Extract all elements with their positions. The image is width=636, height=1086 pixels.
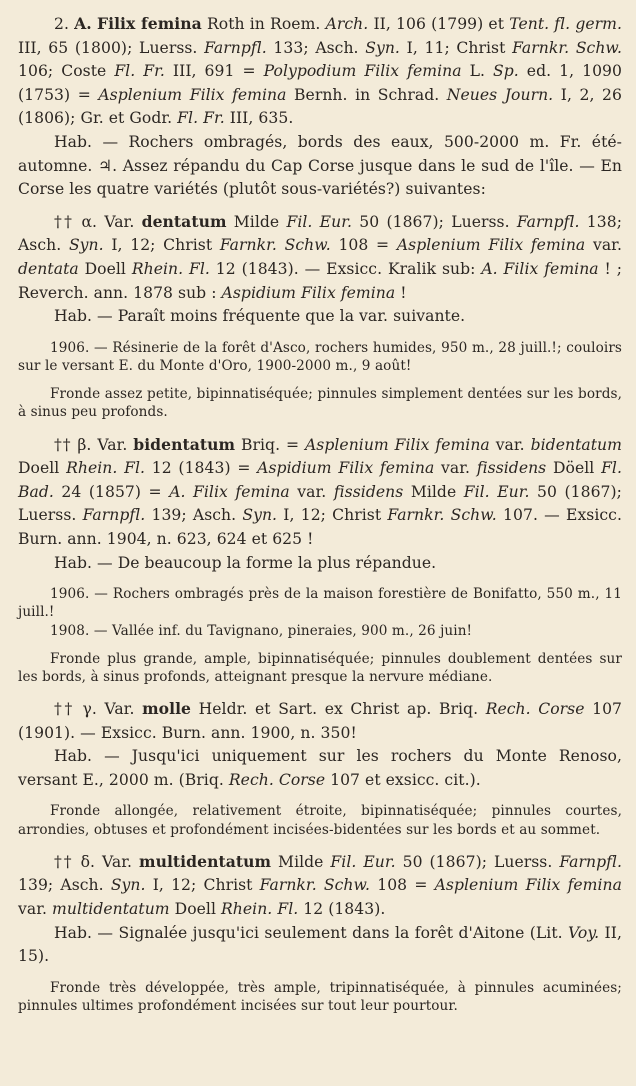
variety-name: molle bbox=[142, 699, 192, 719]
synonym-name: fissidens bbox=[333, 482, 404, 501]
ref-title: Syn. bbox=[68, 236, 104, 255]
ref-title: Farnkr. Schw. bbox=[512, 38, 622, 57]
citation-text: Döell bbox=[546, 459, 602, 478]
variety-alpha-observations: 1906. — Résinerie de la forêt d'Asco, rochers humides, 950 m., 28 juill.!; couloirs sur le versant E. du Monte d'Oro, 1900-2000 m., 9 août! bbox=[18, 339, 622, 374]
citation-text: III, 65 (1800); Luerss. bbox=[18, 38, 205, 57]
citation-text: 12 (1843). bbox=[298, 900, 386, 919]
habitat-text: Hab. — Signalée jusqu'ici seulement dans la forêt d'Aitone (Lit. bbox=[54, 923, 569, 942]
ref-title: Farnkr. Schw. bbox=[219, 236, 331, 255]
synonym-name: A. Filix femina bbox=[169, 482, 290, 501]
citation-text: 24 (1857) = bbox=[53, 482, 170, 501]
citation-text: 139; Asch. bbox=[145, 506, 243, 525]
citation-text: 108 = bbox=[370, 876, 435, 895]
synonym-name: Asplenium Filix femina bbox=[396, 236, 586, 255]
citation-text: Roth in Roem. bbox=[201, 15, 326, 33]
citation-text: 138; Asch. bbox=[18, 212, 622, 255]
spacer bbox=[18, 575, 622, 585]
citation-text: Var. bbox=[96, 700, 143, 719]
variety-beta-observation-2: 1908. — Vallée inf. du Tavignano, pineraies, 900 m., 26 juin! bbox=[50, 622, 473, 639]
synonym-name: fissidens bbox=[476, 459, 547, 478]
ref-title: Fl. Bad. bbox=[18, 459, 622, 501]
variety-name: bidentatum bbox=[133, 434, 236, 454]
synonym-name: bidentatum bbox=[530, 435, 622, 454]
habitat-text: II, 15). bbox=[18, 923, 622, 966]
citation-text: I, 11; Christ bbox=[399, 38, 513, 57]
citation-text: Doell bbox=[169, 900, 222, 919]
citation-text: 107. — Exsicc. Burn. ann. 1904, n. 623, 624 et 625 ! bbox=[18, 506, 622, 548]
spacer bbox=[18, 422, 622, 433]
citation-text: 12 (1843). — Exsicc. Kralik sub: bbox=[209, 259, 482, 278]
ref-title: Syn. bbox=[365, 38, 400, 57]
ref-title: Farnpfl. bbox=[559, 852, 622, 871]
ref-title: Fil. Eur. bbox=[463, 482, 530, 501]
variety-delta-entry bbox=[18, 850, 622, 922]
synonym-name: multidentatum bbox=[52, 900, 170, 919]
ref-title: Syn. bbox=[110, 876, 146, 895]
variety-name: dentatum bbox=[141, 211, 227, 231]
ref-title: Fil. Eur. bbox=[330, 852, 396, 871]
citation-text: 108 = bbox=[330, 236, 397, 255]
citation-text: Bernh. in Schrad. bbox=[286, 85, 447, 104]
habitat-text: 107 et exsicc. cit.). bbox=[325, 770, 481, 789]
spacer bbox=[18, 329, 622, 339]
variety-delta-habitat bbox=[18, 922, 622, 969]
citation-text: Var. bbox=[91, 435, 134, 454]
citation-text: 50 (1867); Luerss. bbox=[18, 482, 622, 525]
variety-marker: †† β. bbox=[54, 435, 92, 454]
synonym-name: Aspidium Filix femina bbox=[257, 459, 435, 478]
citation-text: III, 691 = bbox=[164, 62, 264, 81]
citation-text: Briq. = bbox=[235, 435, 305, 454]
citation-text: III, 635. bbox=[224, 109, 294, 128]
variety-alpha-habitat: Hab. — Paraît moins fréquente que la var. suivante. bbox=[54, 307, 466, 326]
citation-text: L. bbox=[461, 62, 494, 81]
citation-text: var. bbox=[18, 900, 53, 919]
citation-text: I, 2, 26 (1806); Gr. et Godr. bbox=[18, 85, 622, 128]
citation-text: I, 12; Christ bbox=[103, 236, 220, 255]
habitat-text: Hab. — Jusqu'ici uniquement sur les rochers du Monte Renoso, versant E., 2000 m. (Briq. bbox=[18, 747, 622, 789]
citation-text: Milde bbox=[226, 212, 287, 231]
spacer bbox=[18, 792, 622, 802]
ref-title: Farnkr. Schw. bbox=[259, 876, 371, 895]
citation-text: 107 (1901). — Exsicc. Burn. ann. 1900, n. 350! bbox=[18, 700, 623, 742]
ref-title: Sp. bbox=[493, 62, 519, 81]
variety-marker: †† δ. bbox=[54, 852, 96, 871]
species-entry bbox=[18, 12, 622, 131]
variety-marker: †† α. bbox=[54, 212, 98, 231]
species-epithet: Filix femina bbox=[96, 14, 202, 33]
citation-text: II, 106 (1799) et bbox=[368, 15, 510, 33]
variety-gamma-habitat bbox=[18, 745, 622, 792]
entry-number: 2. bbox=[54, 15, 69, 33]
synonym-name: Polypodium Filix femina bbox=[263, 62, 462, 81]
citation-text: I, 12; Christ bbox=[277, 506, 388, 525]
variety-beta-habitat: Hab. — De beaucoup la forme la plus répandue. bbox=[54, 553, 437, 572]
variety-beta-description: Fronde plus grande, ample, bipinnatiséquée; pinnules doublement dentées sur les bords, à sinus profonds, atteignant presque la nervure médiane. bbox=[18, 650, 622, 685]
spacer bbox=[18, 969, 622, 979]
ref-title: Neues Journ. bbox=[446, 85, 554, 104]
citation-text: Var. bbox=[97, 212, 142, 231]
citation-text: Var. bbox=[95, 852, 140, 871]
citation-text: I, 12; Christ bbox=[145, 876, 260, 895]
synonym-name: Aspidium Filix femina bbox=[221, 283, 396, 302]
citation-text: Doell bbox=[78, 259, 132, 278]
citation-text: Doell bbox=[18, 459, 67, 478]
ref-title: Tent. fl. germ. bbox=[509, 15, 622, 33]
citation-text: var. bbox=[585, 236, 622, 255]
variety-beta-entry bbox=[18, 433, 622, 552]
citation-text: Milde bbox=[403, 482, 464, 501]
ref-title: Fl. Fr. bbox=[114, 62, 165, 81]
spacer bbox=[18, 839, 622, 850]
ref-title: Rhein. Fl. bbox=[66, 459, 146, 478]
variety-alpha-entry bbox=[18, 210, 622, 305]
genus-abbrev: A. bbox=[74, 14, 92, 33]
citation-text: 50 (1867); Luerss. bbox=[352, 212, 517, 231]
citation-text: 50 (1867); Luerss. bbox=[395, 852, 560, 871]
citation-text: ed. 1, 1090 (1753) = bbox=[18, 62, 622, 104]
ref-title: Voy. bbox=[568, 923, 600, 942]
synonym-name: Asplenium Filix femina bbox=[434, 876, 622, 895]
ref-title: Farnkr. Schw. bbox=[387, 506, 497, 525]
citation-text: 12 (1843) = bbox=[145, 459, 258, 478]
ref-title: Farnpfl. bbox=[204, 38, 267, 57]
citation-text: Milde bbox=[271, 852, 331, 871]
ref-title: Syn. bbox=[242, 506, 278, 525]
citation-text: 133; Asch. bbox=[266, 38, 366, 57]
citation-text: 106; Coste bbox=[18, 62, 115, 81]
ref-title: Farnpfl. bbox=[82, 506, 146, 525]
ref-title: Fil. Eur. bbox=[286, 212, 353, 231]
citation-text: 139; Asch. bbox=[18, 876, 111, 895]
variety-gamma-description: Fronde allongée, relativement étroite, bipinnatiséquée; pinnules courtes, arrondies, obtuses et profondément incisées-bidentées sur les bords et au sommet. bbox=[18, 803, 622, 838]
ref-title: Arch. bbox=[325, 15, 369, 33]
species-habitat: Hab. — Rochers ombragés, bords des eaux, 500-2000 m. Fr. été-automne. ♃. Assez répandu du Cap Corse jusque dans le sud de l'île. — En Corse les quatre variétés (plutôt sous-variétés?) suivantes: bbox=[18, 132, 622, 199]
ref-title: Rech. Corse bbox=[485, 700, 585, 719]
synonym-name: A. Filix femina bbox=[481, 259, 599, 278]
variety-delta-description: Fronde très développée, très ample, tripinnatiséquée, à pinnules acuminées; pinnules ultimes profondément incisées sur tout leur pourtour. bbox=[18, 979, 622, 1015]
spacer bbox=[18, 686, 622, 697]
citation-text: var. bbox=[289, 482, 334, 501]
variety-marker: †† γ. bbox=[54, 700, 97, 719]
variety-gamma-entry bbox=[18, 697, 622, 745]
spacer bbox=[18, 202, 622, 210]
variety-beta-observation-1: 1906. — Rochers ombragés près de la maison forestière de Bonifatto, 550 m., 11 juill.! bbox=[18, 586, 622, 621]
synonym-name: dentata bbox=[18, 259, 79, 278]
variety-alpha-description: Fronde assez petite, bipinnatiséquée; pinnules simplement dentées sur les bords, à sinus peu profonds. bbox=[18, 386, 622, 421]
spacer bbox=[18, 375, 622, 385]
synonym-name: Asplenium Filix femina bbox=[98, 85, 287, 104]
ref-title: Rhein. Fl. bbox=[131, 259, 210, 278]
ref-title: Rhein. Fl. bbox=[221, 900, 299, 919]
citation-text: ! bbox=[395, 283, 407, 302]
citation-text: Heldr. et Sart. ex Christ ap. Briq. bbox=[191, 700, 486, 719]
citation-text: var. bbox=[489, 435, 531, 454]
ref-title: Fl. Fr. bbox=[177, 109, 225, 128]
spacer bbox=[18, 640, 622, 650]
ref-title: Rech. Corse bbox=[228, 770, 326, 789]
citation-text: ! ; Reverch. ann. 1878 sub : bbox=[18, 259, 623, 302]
synonym-name: Asplenium Filix femina bbox=[304, 435, 490, 454]
citation-text: var. bbox=[434, 459, 477, 478]
variety-name: multidentatum bbox=[139, 851, 272, 871]
ref-title: Farnpfl. bbox=[516, 212, 580, 231]
